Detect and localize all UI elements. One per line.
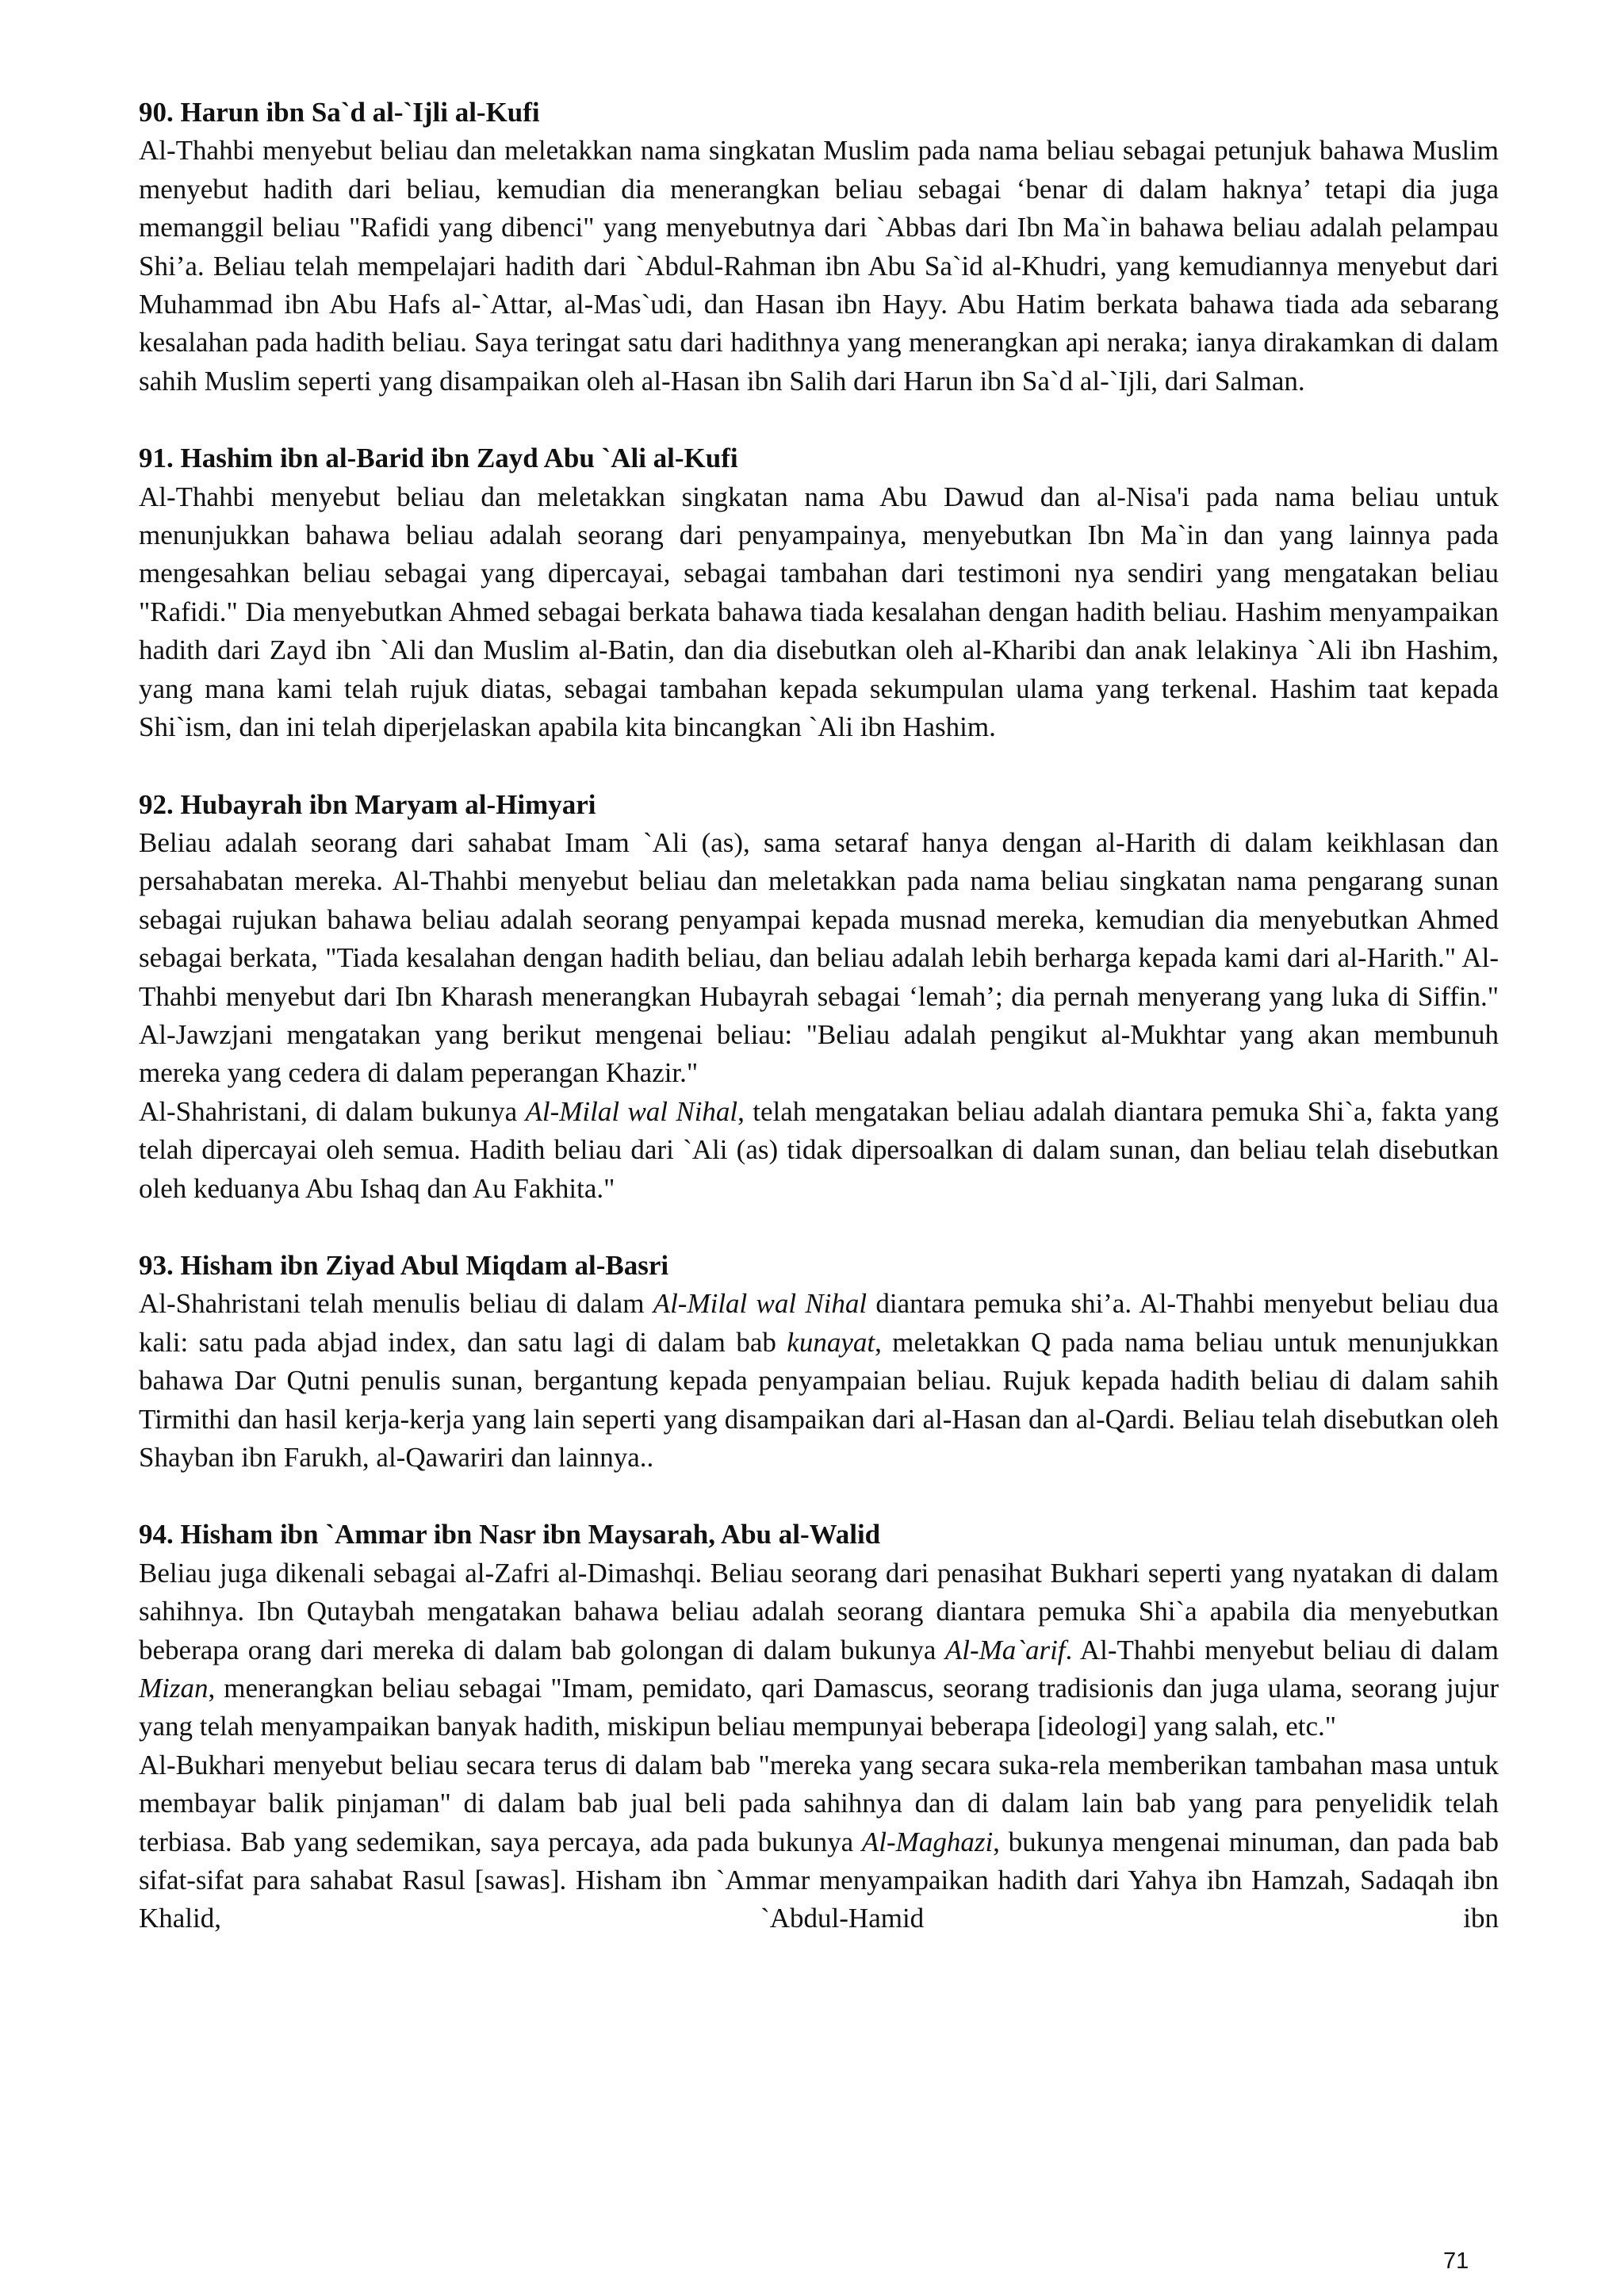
entry-paragraph: Beliau juga dikenali sebagai al-Zafri al-Dimashqi. Beliau seorang dari penasihat Bukhari seperti yang nyatakan di dalam sahihnya. Ibn Qutaybah mengatakan bahawa beliau adalah seorang diantara pemuka Shi`a apabila dia menyebutkan beberapa orang dari mereka di dalam bab golongan di dalam bukunya Al-Ma`arif. Al-Thahbi menyebut beliau di dalam Mizan, menerangkan beliau sebagai "Imam, pemidato, qari Damascus, seorang tradisionis dan juga ulama, seorang jujur yang telah menyampaikan banyak hadith, miskipun beliau mempunyai beberapa [ideologi] yang salah, etc." bbox=[139, 1557, 1500, 1742]
italic-title: Al-Milal wal Nihal bbox=[525, 1095, 738, 1127]
entry-paragraph: Al-Shahristani telah menulis beliau di dalam Al-Milal wal Nihal diantara pemuka shi’a. Al-Thahbi menyebut beliau dua kali: satu pada abjad index, dan satu lagi di dalam bab kunayat, meletakkan Q pada nama beliau untuk menunjukkan bahawa Dar Qutni penulis sunan, bergantung kepada penyampaian beliau. Rujuk kepada hadith beliau di dalam sahih Tirmithi dan hasil kerja-kerja yang lain seperti yang disampaikan dari al-Hasan dan al-Qardi. Beliau telah disebutkan oleh Shayban ibn Farukh, al-Qawariri dan lainnya.. bbox=[139, 1288, 1500, 1473]
italic-title: Al-Milal wal Nihal bbox=[653, 1288, 868, 1320]
entry-90 bbox=[139, 94, 1499, 401]
italic-title: Al-Maghazi bbox=[861, 1826, 994, 1857]
entry-paragraph: Al-Bukhari menyebut beliau secara terus di dalam bab "mereka yang secara suka-rela memberikan tambahan masa untuk membayar balik pinjaman" di dalam bab jual beli pada sahihnya dan di dalam lain bab yang para penyelidik telah terbiasa. Bab yang sedemikan, saya percaya, ada pada bukunya Al-Maghazi, bukunya mengenai minuman, dan pada bab sifat-sifat para sahabat Rasul [sawas]. Hisham ibn `Ammar menyampaikan hadith dari Yahya ibn Hamzah, Sadaqah ibn Khalid, `Abdul-Hamid ibn bbox=[139, 1749, 1499, 1934]
entry-heading: 93. Hisham ibn Ziyad Abul Miqdam al-Basri bbox=[139, 1249, 669, 1281]
entry-paragraph: Al-Thahbi menyebut beliau dan meletakkan nama singkatan Muslim pada nama beliau sebagai petunjuk bahawa Muslim menyebut hadith dari beliau, kemudian dia menerangkan beliau sebagai ‘benar di dalam haknya’ tetapi dia juga memanggil beliau "Rafidi yang dibenci" yang menyebutnya dari `Abbas dari Ibn Ma`in bahawa beliau adalah pelampau Shi’a. Beliau telah mempelajari hadith dari `Abdul-Rahman ibn Abu Sa`id al-Khudri, yang kemudiannya menyebut dari Muhammad ibn Abu Hafs al-`Attar, al-Mas`udi, dan Hasan ibn Hayy. Abu Hatim berkata bahawa tiada ada sebarang kesalahan pada hadith beliau. Saya teringat satu dari hadithnya yang menerangkan api neraka; ianya dirakamkan di dalam sahih Muslim seperti yang disampaikan oleh al-Hasan ibn Salih dari Harun ibn Sa`d al-`Ijli, dari Salman. bbox=[139, 135, 1499, 397]
italic-title: Mizan bbox=[139, 1673, 209, 1704]
entry-92 bbox=[139, 786, 1499, 1208]
entry-paragraph: Al-Thahbi menyebut beliau dan meletakkan singkatan nama Abu Dawud dan al-Nisa'i pada nama beliau untuk menunjukkan bahawa beliau adalah seorang dari penyampainya, menyebutkan Ibn Ma`in dan yang lainnya pada mengesahkan beliau sebagai yang dipercayai, sebagai tambahan dari testimoni nya sendiri yang mengatakan beliau "Rafidi." Dia menyebutkan Ahmed sebagai berkata bahawa tiada kesalahan dengan hadith beliau. Hashim menyampaikan hadith dari Zayd ibn `Ali dan Muslim al-Batin, dan dia disebutkan oleh al-Kharibi dan anak lelakinya `Ali ibn Hashim, yang mana kami telah rujuk diatas, sebagai tambahan kepada sekumpulan ulama yang terkenal. Hashim taat kepada Shi`ism, dan ini telah diperjelaskan apabila kita bincangkan `Ali ibn Hashim. bbox=[139, 481, 1499, 743]
italic-title: kunayat bbox=[787, 1326, 875, 1358]
entry-94 bbox=[139, 1516, 1499, 1938]
entry-paragraph: Beliau adalah seorang dari sahabat Imam `Ali (as), sama setaraf hanya dengan al-Harith di dalam keikhlasan dan persahabatan mereka. Al-Thahbi menyebut beliau dan meletakkan pada nama beliau singkatan nama pengarang sunan sebagai rujukan bahawa beliau adalah seorang penyampai kepada musnad mereka, kemudian dia menyebutkan Ahmed sebagai berkata, "Tiada kesalahan dengan hadith beliau, dan beliau adalah lebih berharga kepada kami dari al-Harith." Al-Thahbi menyebut dari Ibn Kharash menerangkan Hubayrah sebagai ‘lemah’; dia pernah menyerang yang luka di Siffin." Al-Jawzjani mengatakan yang berikut mengenai beliau: "Beliau adalah pengikut al-Mukhtar yang akan membunuh mereka yang cedera di dalam peperangan Khazir." bbox=[139, 826, 1499, 1089]
entry-heading: 92. Hubayrah ibn Maryam al-Himyari bbox=[139, 788, 596, 820]
italic-title: Al-Ma`arif bbox=[944, 1634, 1066, 1665]
entry-93 bbox=[139, 1247, 1499, 1477]
document-page bbox=[139, 94, 1499, 1938]
page-number: 71 bbox=[1443, 2248, 1469, 2274]
entry-heading: 91. Hashim ibn al-Barid ibn Zayd Abu `Ali al-Kufi bbox=[139, 443, 738, 474]
entry-91 bbox=[139, 439, 1499, 746]
entry-heading: 94. Hisham ibn `Ammar ibn Nasr ibn Maysarah, Abu al-Walid bbox=[139, 1519, 881, 1550]
entry-paragraph: Al-Shahristani, di dalam bukunya Al-Milal wal Nihal, telah mengatakan beliau adalah diantara pemuka Shi`a, fakta yang telah dipercayai oleh semua. Hadith beliau dari `Ali (as) tidak dipersoalkan di dalam sunan, dan beliau telah disebutkan oleh keduanya Abu Ishaq dan Au Fakhita." bbox=[139, 1095, 1499, 1204]
entry-heading: 90. Harun ibn Sa`d al-`Ijli al-Kufi bbox=[139, 97, 540, 128]
